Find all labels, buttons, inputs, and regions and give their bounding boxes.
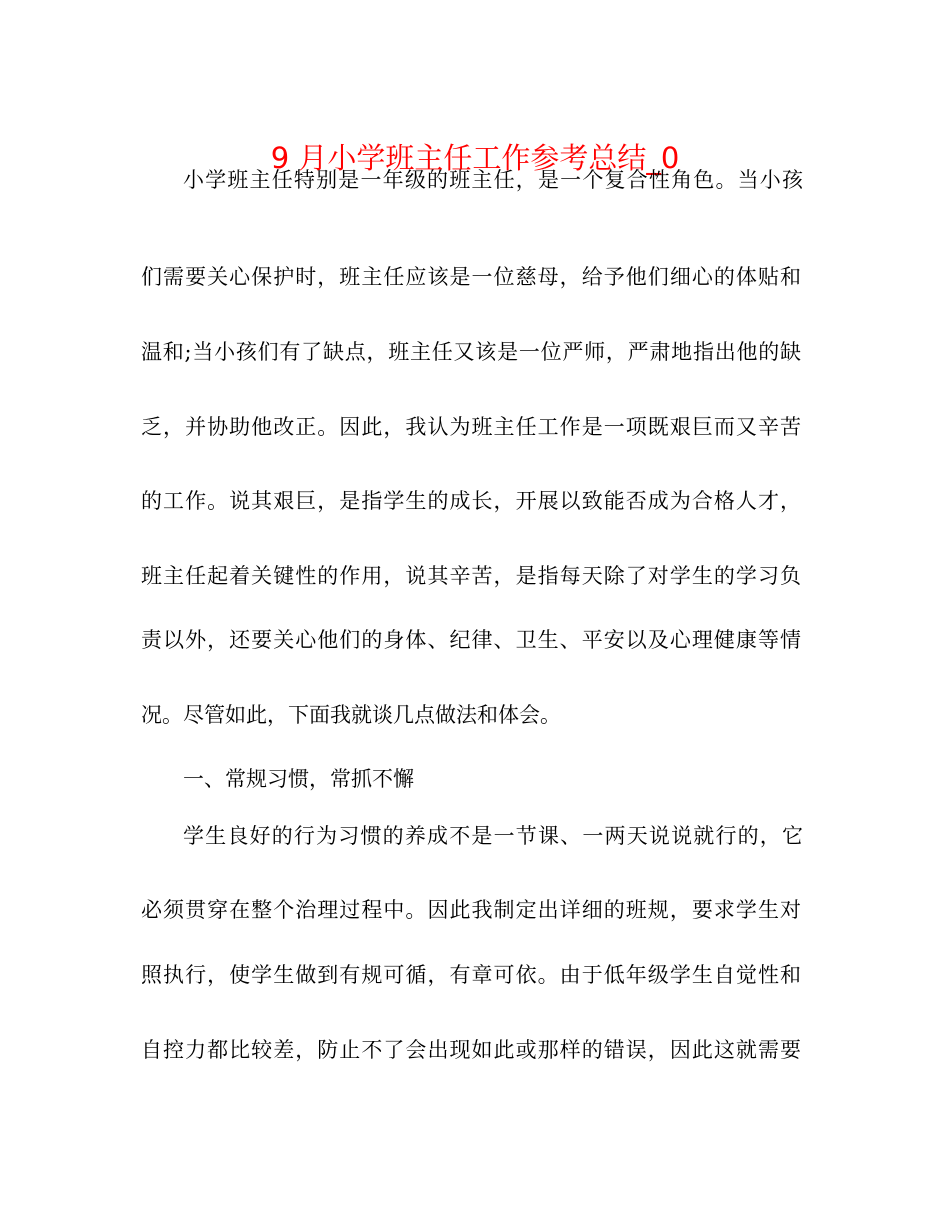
paragraph-line: 自控力都比较差，防止不了会出现如此或那样的错误，因此这就需要 — [141, 1038, 801, 1062]
paragraph-line: 学生良好的行为习惯的养成不是一节课、一两天说说就行的，它 — [183, 824, 803, 848]
paragraph-line: 必须贯穿在整个治理过程中。因此我制定出详细的班规，要求学生对 — [141, 898, 801, 922]
paragraph-line: 况。尽管如此，下面我就谈几点做法和体会。 — [141, 703, 561, 727]
document-title: 9 月小学班主任工作参考总结_0 — [270, 141, 680, 175]
paragraph-line: 们需要关心保护时，班主任应该是一位慈母，给予他们细心的体贴和 — [141, 265, 801, 289]
paragraph-line: 照执行，使学生做到有规可循，有章可依。由于低年级学生自觉性和 — [141, 963, 801, 987]
paragraph-line: 小学班主任特别是一年级的班主任，是一个复合性角色。当小孩 — [183, 168, 803, 192]
paragraph-line: 的工作。说其艰巨，是指学生的成长，开展以致能否成为合格人才， — [141, 489, 801, 513]
paragraph-line: 班主任起着关键性的作用，说其辛苦，是指每天除了对学生的学习负 — [141, 564, 801, 588]
paragraph-line: 责以外，还要关心他们的身体、纪律、卫生、平安以及心理健康等情 — [141, 628, 801, 652]
paragraph-line: 温和;当小孩们有了缺点，班主任又该是一位严师，严肃地指出他的缺 — [141, 340, 801, 364]
section-heading: 一、常规习惯，常抓不懈 — [183, 767, 414, 791]
paragraph-line: 乏，并协助他改正。因此，我认为班主任工作是一项既艰巨而又辛苦 — [141, 415, 801, 439]
